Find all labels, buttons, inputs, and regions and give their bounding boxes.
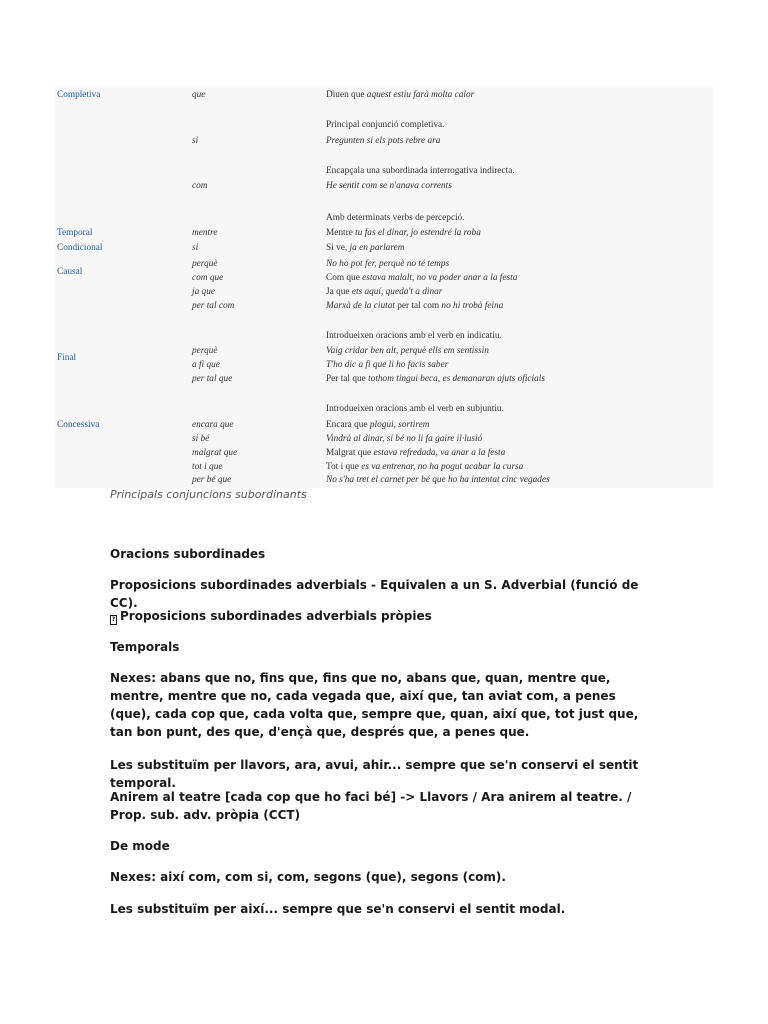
- example-segment: Introdueixen oracions amb el verb en indicatiu.: [326, 331, 502, 341]
- mode-substitution: Les substituïm per així... sempre que se'n conservi el sentit modal.: [110, 902, 566, 916]
- example-segment: No ho pot fer, perquè no té temps: [326, 259, 450, 269]
- example-cell: [326, 273, 517, 284]
- example-cell: [326, 420, 429, 431]
- conjunction-cell: si: [192, 136, 199, 146]
- example-segment: ets aquí, queda't a dinar: [351, 287, 443, 297]
- example-segment: estava malalt, no va poder anar a la festa: [362, 273, 518, 283]
- mode-title: De mode: [110, 839, 170, 853]
- example-segment: Per tal que: [326, 374, 369, 384]
- example-cell: [326, 243, 404, 254]
- example-segment: Amb determinats verbs de percepció.: [326, 213, 465, 223]
- category-label: Concessiva: [57, 420, 100, 430]
- temporals-example: Anirem al teatre [cada cop que ho faci bé] -> Llavors / Ara anirem al teatre. / Prop. sub. adv. pròpia (CCT): [110, 790, 632, 822]
- conjunction-cell: per tal com: [192, 301, 235, 311]
- example-segment: tothom tingui beca, es demanaran ajuts oficials: [368, 374, 545, 384]
- example-segment: Mentre: [326, 228, 356, 238]
- example-segment: tu fas el dinar, jo estendré la roba: [355, 228, 481, 238]
- example-cell: [326, 374, 545, 385]
- temporals-substitution: Les substituïm per llavors, ara, avui, ahir... sempre que se'n conservi el sentit temporal.: [110, 758, 639, 790]
- example-segment: He sentit com se n'anava corrents: [326, 181, 452, 191]
- example-cell: [326, 360, 448, 371]
- intro-paragraph: Proposicions subordinades adverbials - Equivalen a un S. Adverbial (funció de CC).: [110, 578, 639, 610]
- conjunction-cell: si bé: [192, 434, 210, 444]
- table-caption: Principals conjuncions subordinants: [110, 488, 307, 501]
- example-cell: [326, 259, 449, 270]
- example-segment: per tal com: [397, 301, 442, 311]
- example-segment: es va entrenar, no ha pogut acabar la cursa: [361, 462, 524, 472]
- example-cell: [326, 166, 515, 177]
- category-label: Condicional: [57, 243, 103, 253]
- section-heading: Oracions subordinades: [110, 547, 266, 561]
- example-segment: Principal conjunció completiva.: [326, 120, 445, 130]
- conjunction-cell: si: [192, 243, 199, 253]
- example-segment: Diuen que: [326, 90, 367, 100]
- example-cell: [326, 404, 504, 415]
- example-cell: [326, 475, 550, 486]
- example-cell: [326, 90, 474, 101]
- conjunction-cell: a fi que: [192, 360, 220, 370]
- example-cell: [326, 228, 481, 239]
- conjunction-cell: malgrat que: [192, 448, 238, 458]
- conjunction-cell: mentre: [192, 228, 218, 238]
- example-segment: Introdueixen oracions amb el verb en subjuntiu.: [326, 404, 504, 414]
- example-segment: Encara que: [326, 420, 370, 430]
- example-segment: no hi trobà feina: [441, 301, 504, 311]
- example-segment: aquest estiu farà molta calor: [366, 90, 475, 100]
- conjunction-cell: perquè: [192, 259, 218, 269]
- conjunctions-table: [55, 86, 713, 488]
- conjunction-cell: per tal que: [192, 374, 233, 384]
- conjunction-cell: que: [192, 90, 206, 100]
- subheading: [110, 607, 658, 625]
- example-cell: [326, 213, 465, 224]
- example-cell: [326, 331, 502, 342]
- conjunction-cell: com: [192, 181, 208, 191]
- example-segment: Malgrat que: [326, 448, 374, 458]
- example-segment: Marxà de la ciutat: [326, 301, 398, 311]
- example-segment: ja en parlarem: [349, 243, 405, 253]
- mode-nexes: Nexes: així com, com si, com, segons (que), segons (com).: [110, 870, 506, 884]
- example-cell: [326, 434, 482, 445]
- example-segment: Encapçala una subordinada interrogativa indirecta.: [326, 166, 515, 176]
- example-cell: [326, 120, 445, 131]
- category-label: Final: [57, 353, 77, 363]
- example-segment: Vaig cridar ben alt, perquè ells em sentissin: [326, 346, 489, 356]
- conjunction-cell: per bé que: [192, 475, 232, 485]
- example-cell: [326, 448, 505, 459]
- category-label: Temporal: [57, 228, 93, 238]
- conjunction-cell: encara que: [192, 420, 234, 430]
- example-segment: Com que: [326, 273, 363, 283]
- example-cell: [326, 462, 523, 473]
- temporals-nexes: Nexes: abans que no, fins que, fins que no, abans que, quan, mentre que, mentre, mentre que no, cada vegada que, així que, tan aviat com, a penes (que), cada cop que, cada volta que, sempre que, quan, així que, tot just que, tan bon punt, des que, d'ençà que, després que, a penes que.: [110, 671, 639, 739]
- example-cell: [326, 301, 503, 312]
- conjunction-cell: tot i que: [192, 462, 223, 472]
- example-segment: Vindrà al dinar, si bé no li fa gaire il·lusió: [326, 434, 483, 444]
- example-cell: [326, 346, 489, 357]
- conjunction-cell: perquè: [192, 346, 218, 356]
- example-cell: [326, 287, 442, 298]
- temporals-title: Temporals: [110, 640, 180, 654]
- example-segment: T'ho dic a fi que li ho facis saber: [326, 360, 449, 370]
- example-cell: [326, 181, 452, 192]
- example-segment: Tot i que: [326, 462, 362, 472]
- subheading-text: Proposicions subordinades adverbials pròpies: [120, 609, 432, 623]
- conjunction-cell: ja que: [192, 287, 215, 297]
- example-segment: Si ve,: [326, 243, 350, 253]
- conjunction-cell: com que: [192, 273, 224, 283]
- category-label: Completiva: [57, 90, 101, 100]
- category-label: Causal: [57, 267, 83, 277]
- example-segment: estava refredada, va anar a la festa: [373, 448, 506, 458]
- example-cell: [326, 136, 440, 147]
- example-segment: Ja que: [326, 287, 352, 297]
- example-segment: Pregunten si els pots rebre ara: [326, 136, 441, 146]
- missing-glyph-icon: ?: [111, 616, 116, 623]
- example-segment: No s'ha tret el carnet per bé que ho ha intentat cinc vegades: [326, 475, 550, 485]
- example-segment: plogui, sortirem: [369, 420, 430, 430]
